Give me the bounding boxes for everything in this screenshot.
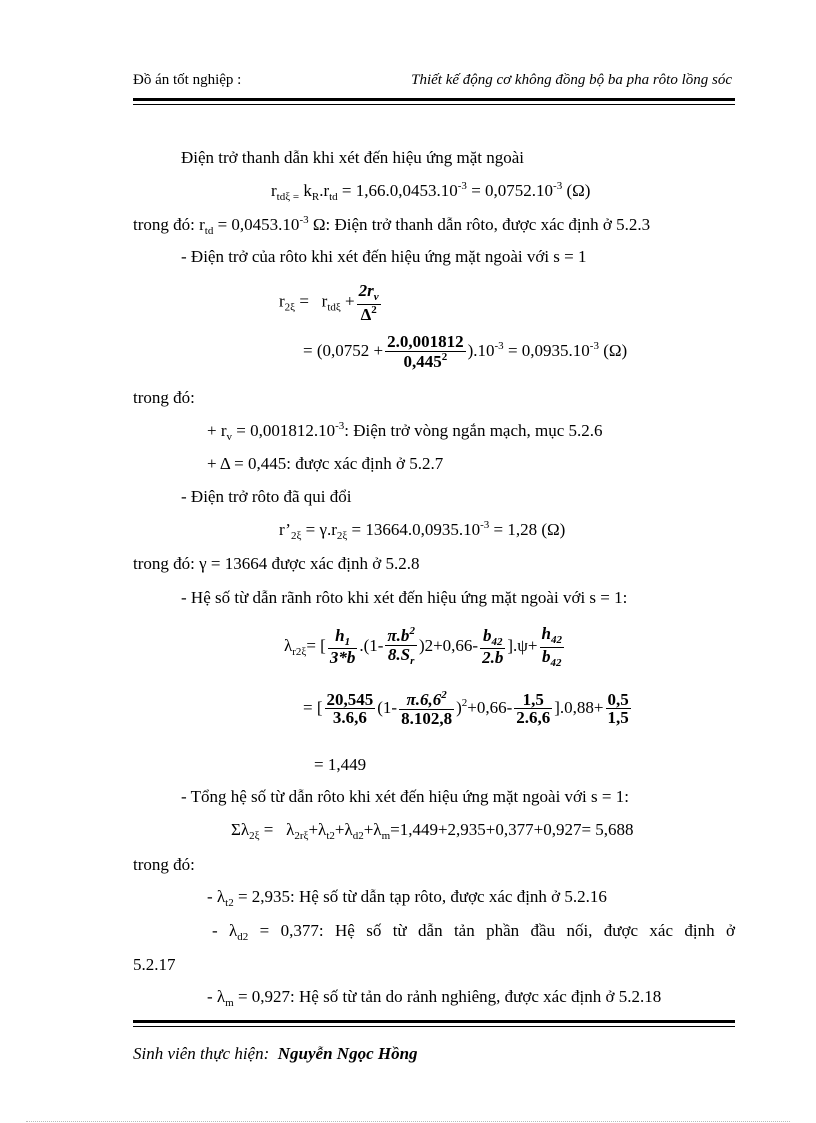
- equation-r2xi-definition: $r_{2\xi} = r_{td\xi}$ + $\frac{2r_v}{\Delta^2}$: [279, 281, 379, 324]
- paragraph-rotor-resistance: - Điện trở của rôto khi xét đến hiệu ứng mặt ngoài với s = 1: [181, 247, 587, 266]
- paragraph-where-gamma: trong đó: γ = 13664 được xác định ở 5.2.8: [133, 554, 420, 573]
- header-rule-thick: [133, 98, 735, 101]
- paragraph-where-rtd: trong đó: $r_{td} = 0,0453.10^{-3}$ Ω: Điện trở thanh dẫn rôto, được xác định ở 5.2.3: [133, 214, 651, 237]
- paragraph-converted-resistance: - Điện trở rôto đã qui đổi: [181, 487, 352, 506]
- equation-r-td-xi: $r_{td\xi =}$ $k_R.r_{td} = 1,66.0,0453.10^{-3} = 0,0752.10^{-3}$ (Ω): [271, 180, 591, 203]
- header-left: Đồ án tốt nghiệp :: [133, 72, 242, 88]
- equation-lambda-r2xi-substituted: = [ $\frac{20,545}{3.6,6}$ (1- $\frac{\pi.6,6^2}{8.102,8}$ )$^2$+0,66- $\frac{1,5}{2.6,6}$ ].0,88+ $\frac{0,5}{1,5}$: [303, 689, 629, 728]
- bottom-dotted-border: [26, 1121, 790, 1122]
- footer-label: Sinh viên thực hiện:: [133, 1044, 270, 1063]
- equation-sum-lambda: $\Sigma\lambda_{2\xi} = \lambda_{2r\xi}+\lambda_{t2}+\lambda_{d2}+\lambda_m=1,449+2,935+0,377+0,927= 5,688$: [231, 820, 634, 842]
- footer-rule-thick: [133, 1020, 735, 1023]
- bullet-delta: + Δ = 0,445: được xác định ở 5.2.7: [207, 454, 444, 473]
- equation-r2xi-prime: $r’_{2\xi} = \gamma.r_{2\xi} = 13664.0,0935.10^{-3} = 1,28$ (Ω): [279, 519, 566, 542]
- item-lambda-t2: - $\lambda_{t2} = 2,935$: Hệ số từ dẫn tạp rôto, được xác định ở 5.2.16: [207, 887, 607, 909]
- footer-signature: [133, 1044, 418, 1064]
- equation-lambda-r2xi-formula: $\lambda_{r2\xi}=$ [ $\frac{h_1}{3*b}$ .(1- $\frac{\pi.b^2}{8.S_r}$ )2+0,66- $\frac{b_{42}}{2.b}$ ].ψ+ $\frac{h_{42}}{b_{42}}$: [284, 624, 562, 669]
- footer-rule-thin: [133, 1026, 735, 1027]
- paragraph-where-2: trong đó:: [133, 855, 195, 874]
- item-lambda-d2: - $\lambda_{d2} = 0,377$: Hệ số từ dẫn tản phần đầu nối, được xác định ở: [212, 921, 736, 943]
- paragraph-slot-permeance: - Hệ số từ dẫn rãnh rôto khi xét đến hiệu ứng mặt ngoài với s = 1:: [181, 588, 628, 607]
- footer-name: Nguyễn Ngọc Hồng: [277, 1044, 418, 1063]
- header-rule-thin: [133, 104, 735, 105]
- paragraph-resistance-bar: Điện trở thanh dẫn khi xét đến hiệu ứng mặt ngoài: [181, 148, 525, 167]
- equation-r2xi-value: = (0,0752 + $\frac{2.0,001812}{0,445^2}$ )$.10^{-3} = 0,0935.10^{-3}$ (Ω): [303, 332, 628, 371]
- item-lambda-d2-continued: 5.2.17: [133, 955, 176, 974]
- item-lambda-m: - $\lambda_m = 0,927$: Hệ số từ tản do rảnh nghiêng, được xác định ở 5.2.18: [207, 987, 662, 1009]
- equation-lambda-result: = 1,449: [314, 755, 367, 774]
- header-right: Thiết kế động cơ không đồng bộ ba pha rôto lồng sóc: [411, 72, 732, 88]
- bullet-rv: + $r_v = 0,001812.10^{-3}$: Điện trở vòng ngắn mạch, mục 5.2.6: [207, 420, 603, 443]
- paragraph-total-permeance: - Tổng hệ số từ dẫn rôto khi xét đến hiệu ứng mặt ngoài với s = 1:: [181, 787, 629, 806]
- paragraph-where-1: trong đó:: [133, 388, 195, 407]
